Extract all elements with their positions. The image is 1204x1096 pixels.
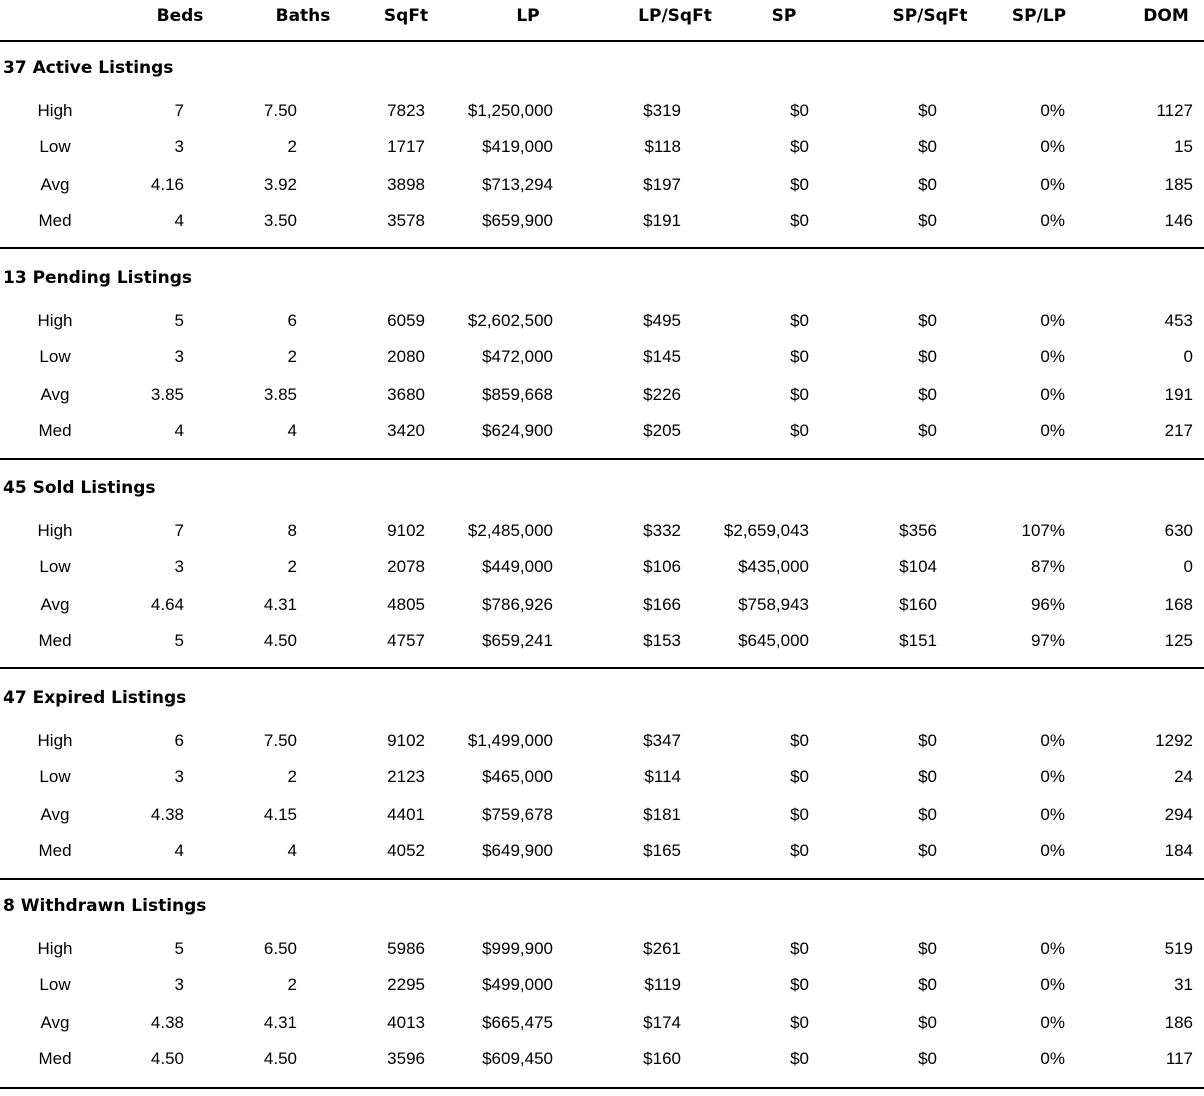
table-cell: 15 <box>1174 137 1193 156</box>
table-cell: $0 <box>918 841 937 860</box>
table-cell: 107% <box>1021 521 1065 540</box>
table-cell: $104 <box>899 557 937 576</box>
table-cell: 4 <box>287 841 297 860</box>
table-cell: $495 <box>643 311 681 330</box>
column-header: DOM <box>1143 6 1189 26</box>
table-cell: 3596 <box>387 1049 425 1068</box>
table-cell: 5986 <box>387 939 425 958</box>
table-cell: $999,900 <box>482 939 553 958</box>
table-cell: $449,000 <box>482 557 553 576</box>
table-cell: 4.31 <box>263 1013 297 1032</box>
table-cell: $119 <box>644 975 681 994</box>
column-header: SP <box>771 6 797 26</box>
table-cell: 217 <box>1164 421 1193 440</box>
table-cell: $435,000 <box>738 557 809 576</box>
table-cell: $713,294 <box>482 175 553 194</box>
row-label: Med <box>38 1049 72 1068</box>
table-cell: $114 <box>644 767 681 786</box>
table-cell: 4.16 <box>150 175 184 194</box>
divider <box>0 667 1204 669</box>
table-cell: $0 <box>790 975 809 994</box>
table-cell: $2,485,000 <box>467 521 553 540</box>
table-cell: 31 <box>1174 975 1193 994</box>
table-cell: 184 <box>1164 841 1193 860</box>
table-cell: 519 <box>1164 939 1193 958</box>
table-cell: $609,450 <box>482 1049 553 1068</box>
table-cell: 6 <box>174 731 184 750</box>
table-cell: 9102 <box>387 521 425 540</box>
table-cell: $645,000 <box>738 631 809 650</box>
table-cell: $191 <box>643 211 681 230</box>
table-cell: 3.92 <box>263 175 297 194</box>
row-label: Low <box>39 347 71 366</box>
table-cell: $118 <box>644 137 681 156</box>
table-cell: 0 <box>1183 557 1193 576</box>
table-cell: 453 <box>1164 311 1193 330</box>
table-cell: 4.38 <box>150 805 184 824</box>
divider <box>0 878 1204 880</box>
table-cell: 4.50 <box>263 1049 297 1068</box>
column-header: Baths <box>275 6 331 26</box>
table-cell: 117 <box>1165 1049 1193 1068</box>
table-cell: $205 <box>643 421 681 440</box>
table-cell: 0% <box>1040 421 1065 440</box>
table-cell: $226 <box>643 385 681 404</box>
row-label: Low <box>39 137 71 156</box>
table-cell: 3680 <box>387 385 425 404</box>
table-cell: $0 <box>790 137 809 156</box>
table-cell: 0% <box>1040 939 1065 958</box>
table-cell: 2 <box>287 557 297 576</box>
column-header: SP/SqFt <box>892 6 968 26</box>
table-cell: 0% <box>1040 101 1065 120</box>
column-header: SqFt <box>383 6 429 26</box>
table-cell: $665,475 <box>482 1013 553 1032</box>
table-cell: 0% <box>1040 347 1065 366</box>
table-cell: 97% <box>1030 631 1065 650</box>
table-cell: 0% <box>1040 1049 1065 1068</box>
table-cell: $0 <box>790 421 809 440</box>
table-cell: 6 <box>287 311 297 330</box>
row-label: Low <box>39 975 71 994</box>
table-cell: $261 <box>643 939 681 958</box>
column-header: SP/LP <box>1011 6 1067 26</box>
divider <box>0 40 1204 42</box>
table-cell: 2080 <box>387 347 425 366</box>
divider <box>0 247 1204 249</box>
table-cell: 3 <box>174 767 184 786</box>
table-cell: 4 <box>287 421 297 440</box>
table-cell: $0 <box>790 767 809 786</box>
table-cell: 4052 <box>387 841 425 860</box>
table-cell: 6.50 <box>263 939 297 958</box>
table-cell: 0% <box>1040 385 1065 404</box>
section-title: 37 Active Listings <box>3 58 174 78</box>
table-cell: $1,250,000 <box>467 101 553 120</box>
table-cell: 9102 <box>387 731 425 750</box>
table-cell: $624,900 <box>482 421 553 440</box>
table-cell: 1292 <box>1155 731 1193 750</box>
table-cell: $0 <box>918 1013 937 1032</box>
table-cell: 3 <box>174 975 184 994</box>
row-label: Med <box>38 211 72 230</box>
table-cell: $0 <box>790 385 809 404</box>
table-cell: $0 <box>918 975 937 994</box>
table-cell: 4805 <box>387 595 425 614</box>
table-cell: 3420 <box>387 421 425 440</box>
table-cell: $465,000 <box>482 767 553 786</box>
table-cell: $0 <box>790 347 809 366</box>
table-cell: 4 <box>174 421 184 440</box>
table-cell: 0% <box>1040 767 1065 786</box>
table-cell: 0% <box>1040 311 1065 330</box>
table-cell: $0 <box>790 1013 809 1032</box>
table-cell: $356 <box>899 521 937 540</box>
table-cell: 5 <box>174 939 184 958</box>
table-cell: $649,900 <box>482 841 553 860</box>
table-cell: 3898 <box>387 175 425 194</box>
table-cell: 4.50 <box>150 1049 184 1068</box>
table-cell: $160 <box>899 595 937 614</box>
table-cell: $0 <box>918 421 937 440</box>
table-cell: $499,000 <box>482 975 553 994</box>
table-cell: $0 <box>790 311 809 330</box>
table-cell: 185 <box>1164 175 1193 194</box>
table-cell: $319 <box>643 101 681 120</box>
row-label: High <box>37 939 73 958</box>
table-cell: 2078 <box>387 557 425 576</box>
table-cell: $0 <box>790 731 809 750</box>
table-cell: $0 <box>918 805 937 824</box>
table-cell: 3.85 <box>263 385 297 404</box>
table-cell: $0 <box>790 211 809 230</box>
table-cell: $166 <box>643 595 681 614</box>
table-cell: $0 <box>790 805 809 824</box>
table-cell: 5 <box>174 311 184 330</box>
table-cell: $786,926 <box>482 595 553 614</box>
table-cell: $174 <box>643 1013 681 1032</box>
table-cell: $197 <box>643 175 681 194</box>
table-cell: 96% <box>1030 595 1065 614</box>
table-cell: $1,499,000 <box>467 731 553 750</box>
row-label: Low <box>39 767 71 786</box>
table-cell: $859,668 <box>482 385 553 404</box>
table-cell: $0 <box>918 347 937 366</box>
table-cell: $758,943 <box>738 595 809 614</box>
table-cell: 0% <box>1040 841 1065 860</box>
table-cell: 630 <box>1164 521 1193 540</box>
table-cell: 4757 <box>387 631 425 650</box>
table-cell: $153 <box>643 631 681 650</box>
table-cell: 1127 <box>1156 101 1193 120</box>
row-label: Med <box>38 841 72 860</box>
table-cell: $106 <box>643 557 681 576</box>
table-cell: 4401 <box>387 805 425 824</box>
table-cell: 8 <box>287 521 297 540</box>
section-title: 13 Pending Listings <box>3 268 192 288</box>
table-cell: 7 <box>174 521 184 540</box>
table-cell: $160 <box>643 1049 681 1068</box>
table-cell: 4.38 <box>150 1013 184 1032</box>
table-cell: $472,000 <box>482 347 553 366</box>
row-label: Avg <box>40 175 70 194</box>
row-label: Avg <box>40 595 70 614</box>
table-cell: 7 <box>174 101 184 120</box>
table-cell: $0 <box>918 385 937 404</box>
table-cell: 0% <box>1040 211 1065 230</box>
table-cell: 2 <box>287 137 297 156</box>
row-label: Avg <box>40 385 70 404</box>
table-cell: 0% <box>1040 975 1065 994</box>
table-cell: $0 <box>918 211 937 230</box>
table-cell: $0 <box>790 175 809 194</box>
section-title: 8 Withdrawn Listings <box>3 896 207 916</box>
table-cell: 3 <box>174 557 184 576</box>
table-cell: 4 <box>174 841 184 860</box>
row-label: Avg <box>40 805 70 824</box>
table-cell: 146 <box>1164 211 1193 230</box>
table-cell: 2123 <box>387 767 425 786</box>
table-cell: $2,602,500 <box>467 311 553 330</box>
section-title: 45 Sold Listings <box>3 478 156 498</box>
divider <box>0 458 1204 460</box>
table-cell: $0 <box>918 175 937 194</box>
table-cell: $0 <box>790 101 809 120</box>
table-cell: 125 <box>1164 631 1193 650</box>
table-cell: 7.50 <box>263 101 297 120</box>
table-cell: 2 <box>287 767 297 786</box>
table-cell: 3578 <box>387 211 425 230</box>
table-cell: $0 <box>918 137 937 156</box>
table-cell: 186 <box>1164 1013 1193 1032</box>
table-cell: $347 <box>643 731 681 750</box>
table-cell: 0% <box>1040 731 1065 750</box>
table-cell: 0 <box>1183 347 1193 366</box>
table-cell: 4013 <box>387 1013 425 1032</box>
table-cell: 3 <box>174 137 184 156</box>
table-cell: $181 <box>643 805 681 824</box>
table-cell: 4 <box>174 211 184 230</box>
row-label: Low <box>39 557 71 576</box>
table-cell: 4.31 <box>263 595 297 614</box>
row-label: Med <box>38 421 72 440</box>
table-cell: 4.50 <box>263 631 297 650</box>
table-cell: $759,678 <box>482 805 553 824</box>
table-cell: $659,241 <box>482 631 553 650</box>
table-cell: 3.50 <box>263 211 297 230</box>
table-cell: 1717 <box>387 137 425 156</box>
table-cell: 0% <box>1040 1013 1065 1032</box>
table-cell: $0 <box>790 841 809 860</box>
table-cell: 191 <box>1164 385 1193 404</box>
table-cell: 4.64 <box>150 595 184 614</box>
table-cell: 2295 <box>387 975 425 994</box>
table-cell: 0% <box>1040 137 1065 156</box>
table-cell: 0% <box>1040 805 1065 824</box>
table-cell: $419,000 <box>482 137 553 156</box>
table-cell: $2,659,043 <box>723 521 809 540</box>
table-cell: 0% <box>1040 175 1065 194</box>
table-cell: 3.85 <box>150 385 184 404</box>
row-label: Med <box>38 631 72 650</box>
section-title: 47 Expired Listings <box>3 688 187 708</box>
table-cell: $151 <box>899 631 937 650</box>
table-cell: $0 <box>790 939 809 958</box>
table-cell: 294 <box>1164 805 1193 824</box>
column-header: LP/SqFt <box>638 6 712 26</box>
table-cell: $0 <box>918 101 937 120</box>
table-cell: 6059 <box>387 311 425 330</box>
table-cell: $0 <box>918 311 937 330</box>
table-cell: $165 <box>643 841 681 860</box>
table-cell: 4.15 <box>263 805 297 824</box>
divider <box>0 1087 1204 1089</box>
table-cell: 7.50 <box>263 731 297 750</box>
column-header: LP <box>516 6 540 26</box>
table-cell: 87% <box>1030 557 1065 576</box>
table-cell: 2 <box>287 975 297 994</box>
table-cell: $332 <box>643 521 681 540</box>
table-cell: 2 <box>287 347 297 366</box>
table-cell: $0 <box>918 767 937 786</box>
row-label: High <box>37 311 73 330</box>
row-label: High <box>37 101 73 120</box>
table-cell: 7823 <box>387 101 425 120</box>
table-cell: $0 <box>918 1049 937 1068</box>
column-header: Beds <box>156 6 204 26</box>
table-cell: $0 <box>918 939 937 958</box>
table-cell: 24 <box>1174 767 1193 786</box>
table-cell: $659,900 <box>482 211 553 230</box>
table-cell: 3 <box>174 347 184 366</box>
table-cell: 5 <box>174 631 184 650</box>
row-label: High <box>37 731 73 750</box>
row-label: High <box>37 521 73 540</box>
table-cell: $0 <box>790 1049 809 1068</box>
table-cell: $145 <box>643 347 681 366</box>
table-cell: 168 <box>1164 595 1193 614</box>
table-cell: $0 <box>918 731 937 750</box>
row-label: Avg <box>40 1013 70 1032</box>
